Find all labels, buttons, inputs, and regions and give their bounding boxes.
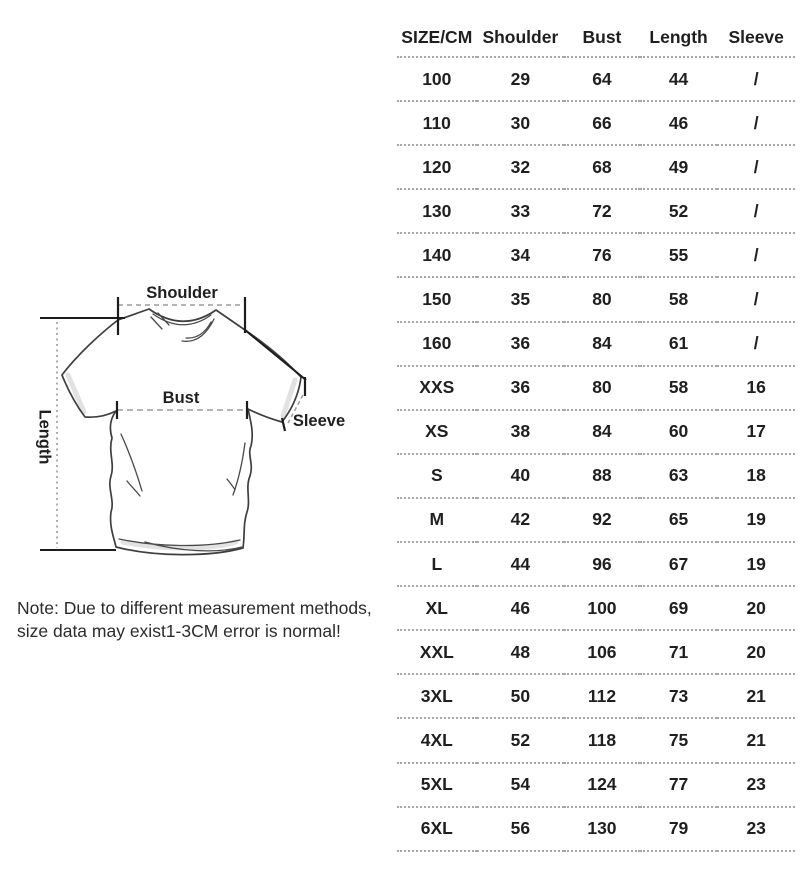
table-row [397, 454, 795, 498]
table-row [397, 101, 795, 145]
measurement-cell: 21 [717, 674, 795, 718]
size-table-body [397, 57, 795, 851]
measurement-cell: 21 [717, 718, 795, 762]
measurement-cell: 84 [564, 322, 640, 366]
measurement-cell: 35 [477, 277, 565, 321]
measurement-cell: 64 [564, 57, 640, 101]
measurement-cell: 66 [564, 101, 640, 145]
measurement-cell: 106 [564, 630, 640, 674]
table-row [397, 366, 795, 410]
size-cell: 100 [397, 57, 477, 101]
shoulder-label: Shoulder [146, 284, 218, 302]
note-line-1: Note: Due to different measurement methods, [17, 598, 372, 618]
table-row [397, 763, 795, 807]
measurement-cell: 118 [564, 718, 640, 762]
table-row [397, 57, 795, 101]
size-cell: 120 [397, 145, 477, 189]
measurement-cell: 20 [717, 586, 795, 630]
measurement-cell: 100 [564, 586, 640, 630]
measurement-cell: 63 [640, 454, 718, 498]
size-cell: 140 [397, 233, 477, 277]
measurement-cell: 72 [564, 189, 640, 233]
size-cell: XL [397, 586, 477, 630]
table-row [397, 410, 795, 454]
measurement-cell: 54 [477, 763, 565, 807]
measurement-cell: 18 [717, 454, 795, 498]
size-cell: XXL [397, 630, 477, 674]
size-cell: XXS [397, 366, 477, 410]
measurement-cell: 42 [477, 498, 565, 542]
table-row [397, 145, 795, 189]
size-cell: 5XL [397, 763, 477, 807]
measurement-cell: 49 [640, 145, 718, 189]
measurement-cell: 40 [477, 454, 565, 498]
body-fold-right [233, 443, 245, 495]
measurement-cell: / [717, 322, 795, 366]
measurement-cell: 58 [640, 277, 718, 321]
size-cell: 110 [397, 101, 477, 145]
body-crease-left [127, 481, 140, 496]
measurement-cell: 73 [640, 674, 718, 718]
measurement-cell: 16 [717, 366, 795, 410]
bust-label: Bust [162, 389, 200, 407]
measurement-cell: 32 [477, 145, 565, 189]
measurement-cell: / [717, 277, 795, 321]
measurement-cell: 55 [640, 233, 718, 277]
size-cell: S [397, 454, 477, 498]
size-cell: 160 [397, 322, 477, 366]
table-row [397, 189, 795, 233]
measurement-cell: 67 [640, 542, 718, 586]
measurement-cell: 80 [564, 277, 640, 321]
measurement-cell: 30 [477, 101, 565, 145]
size-cell: 130 [397, 189, 477, 233]
measurement-cell: 60 [640, 410, 718, 454]
size-cell: 6XL [397, 807, 477, 851]
measurement-cell: 46 [477, 586, 565, 630]
size-cell: M [397, 498, 477, 542]
size-table-section [397, 0, 795, 852]
header-row [397, 0, 795, 57]
body-crease-right [227, 479, 235, 490]
sleeve-solid-line [245, 330, 306, 380]
measurement-cell: 36 [477, 322, 565, 366]
body-fold-left [121, 434, 142, 491]
size-cell: XS [397, 410, 477, 454]
measurement-cell: 23 [717, 807, 795, 851]
measurement-cell: 76 [564, 233, 640, 277]
table-row [397, 807, 795, 851]
table-row [397, 586, 795, 630]
column-header-sleeve: Sleeve [717, 0, 795, 57]
table-row [397, 498, 795, 542]
measurement-cell: / [717, 233, 795, 277]
size-cell: 3XL [397, 674, 477, 718]
measurement-cell: 96 [564, 542, 640, 586]
measurement-cell: / [717, 145, 795, 189]
size-table [397, 0, 795, 852]
measurement-cell: 44 [477, 542, 565, 586]
measurement-cell: 79 [640, 807, 718, 851]
measurement-note [17, 597, 389, 643]
length-label: Length [35, 409, 54, 465]
measurement-cell: 52 [640, 189, 718, 233]
measurement-cell: 36 [477, 366, 565, 410]
size-cell: L [397, 542, 477, 586]
measurement-cell: 44 [640, 57, 718, 101]
measurement-cell: 20 [717, 630, 795, 674]
measurement-cell: 29 [477, 57, 565, 101]
measurement-cell: 56 [477, 807, 565, 851]
measurement-cell: 124 [564, 763, 640, 807]
tshirt-illustration [5, 276, 355, 576]
measurement-cell: 38 [477, 410, 565, 454]
measurement-cell: 71 [640, 630, 718, 674]
measurement-cell: / [717, 189, 795, 233]
column-header-size: SIZE/CM [397, 0, 477, 57]
column-header-shoulder: Shoulder [477, 0, 565, 57]
size-cell: 4XL [397, 718, 477, 762]
size-cell: 150 [397, 277, 477, 321]
measurement-cell: 84 [564, 410, 640, 454]
measurement-diagram [5, 276, 355, 576]
table-row [397, 277, 795, 321]
measurement-cell: 34 [477, 233, 565, 277]
column-header-bust: Bust [564, 0, 640, 57]
measurement-cell: 52 [477, 718, 565, 762]
measurement-cell: 77 [640, 763, 718, 807]
table-row [397, 630, 795, 674]
note-line-2: size data may exist1-3CM error is normal! [17, 621, 341, 641]
measurement-cell: 69 [640, 586, 718, 630]
measurement-cell: 65 [640, 498, 718, 542]
table-row [397, 233, 795, 277]
table-row [397, 718, 795, 762]
measurement-cell: 23 [717, 763, 795, 807]
measurement-cell: 68 [564, 145, 640, 189]
measurement-cell: 33 [477, 189, 565, 233]
measurement-cell: 130 [564, 807, 640, 851]
table-row [397, 674, 795, 718]
measurement-cell: 88 [564, 454, 640, 498]
measurement-cell: 75 [640, 718, 718, 762]
column-header-length: Length [640, 0, 718, 57]
measurement-cell: 17 [717, 410, 795, 454]
measurement-cell: 50 [477, 674, 565, 718]
measurement-cell: 112 [564, 674, 640, 718]
table-row [397, 322, 795, 366]
sleeve-label: Sleeve [292, 412, 346, 430]
measurement-cell: 48 [477, 630, 565, 674]
measurement-cell: 92 [564, 498, 640, 542]
measurement-cell: 19 [717, 498, 795, 542]
measurement-cell: 58 [640, 366, 718, 410]
measurement-cell: 46 [640, 101, 718, 145]
measurement-cell: 80 [564, 366, 640, 410]
measurement-cell: 19 [717, 542, 795, 586]
table-row [397, 542, 795, 586]
measurement-cell: 61 [640, 322, 718, 366]
measurement-cell: / [717, 57, 795, 101]
measurement-cell: / [717, 101, 795, 145]
